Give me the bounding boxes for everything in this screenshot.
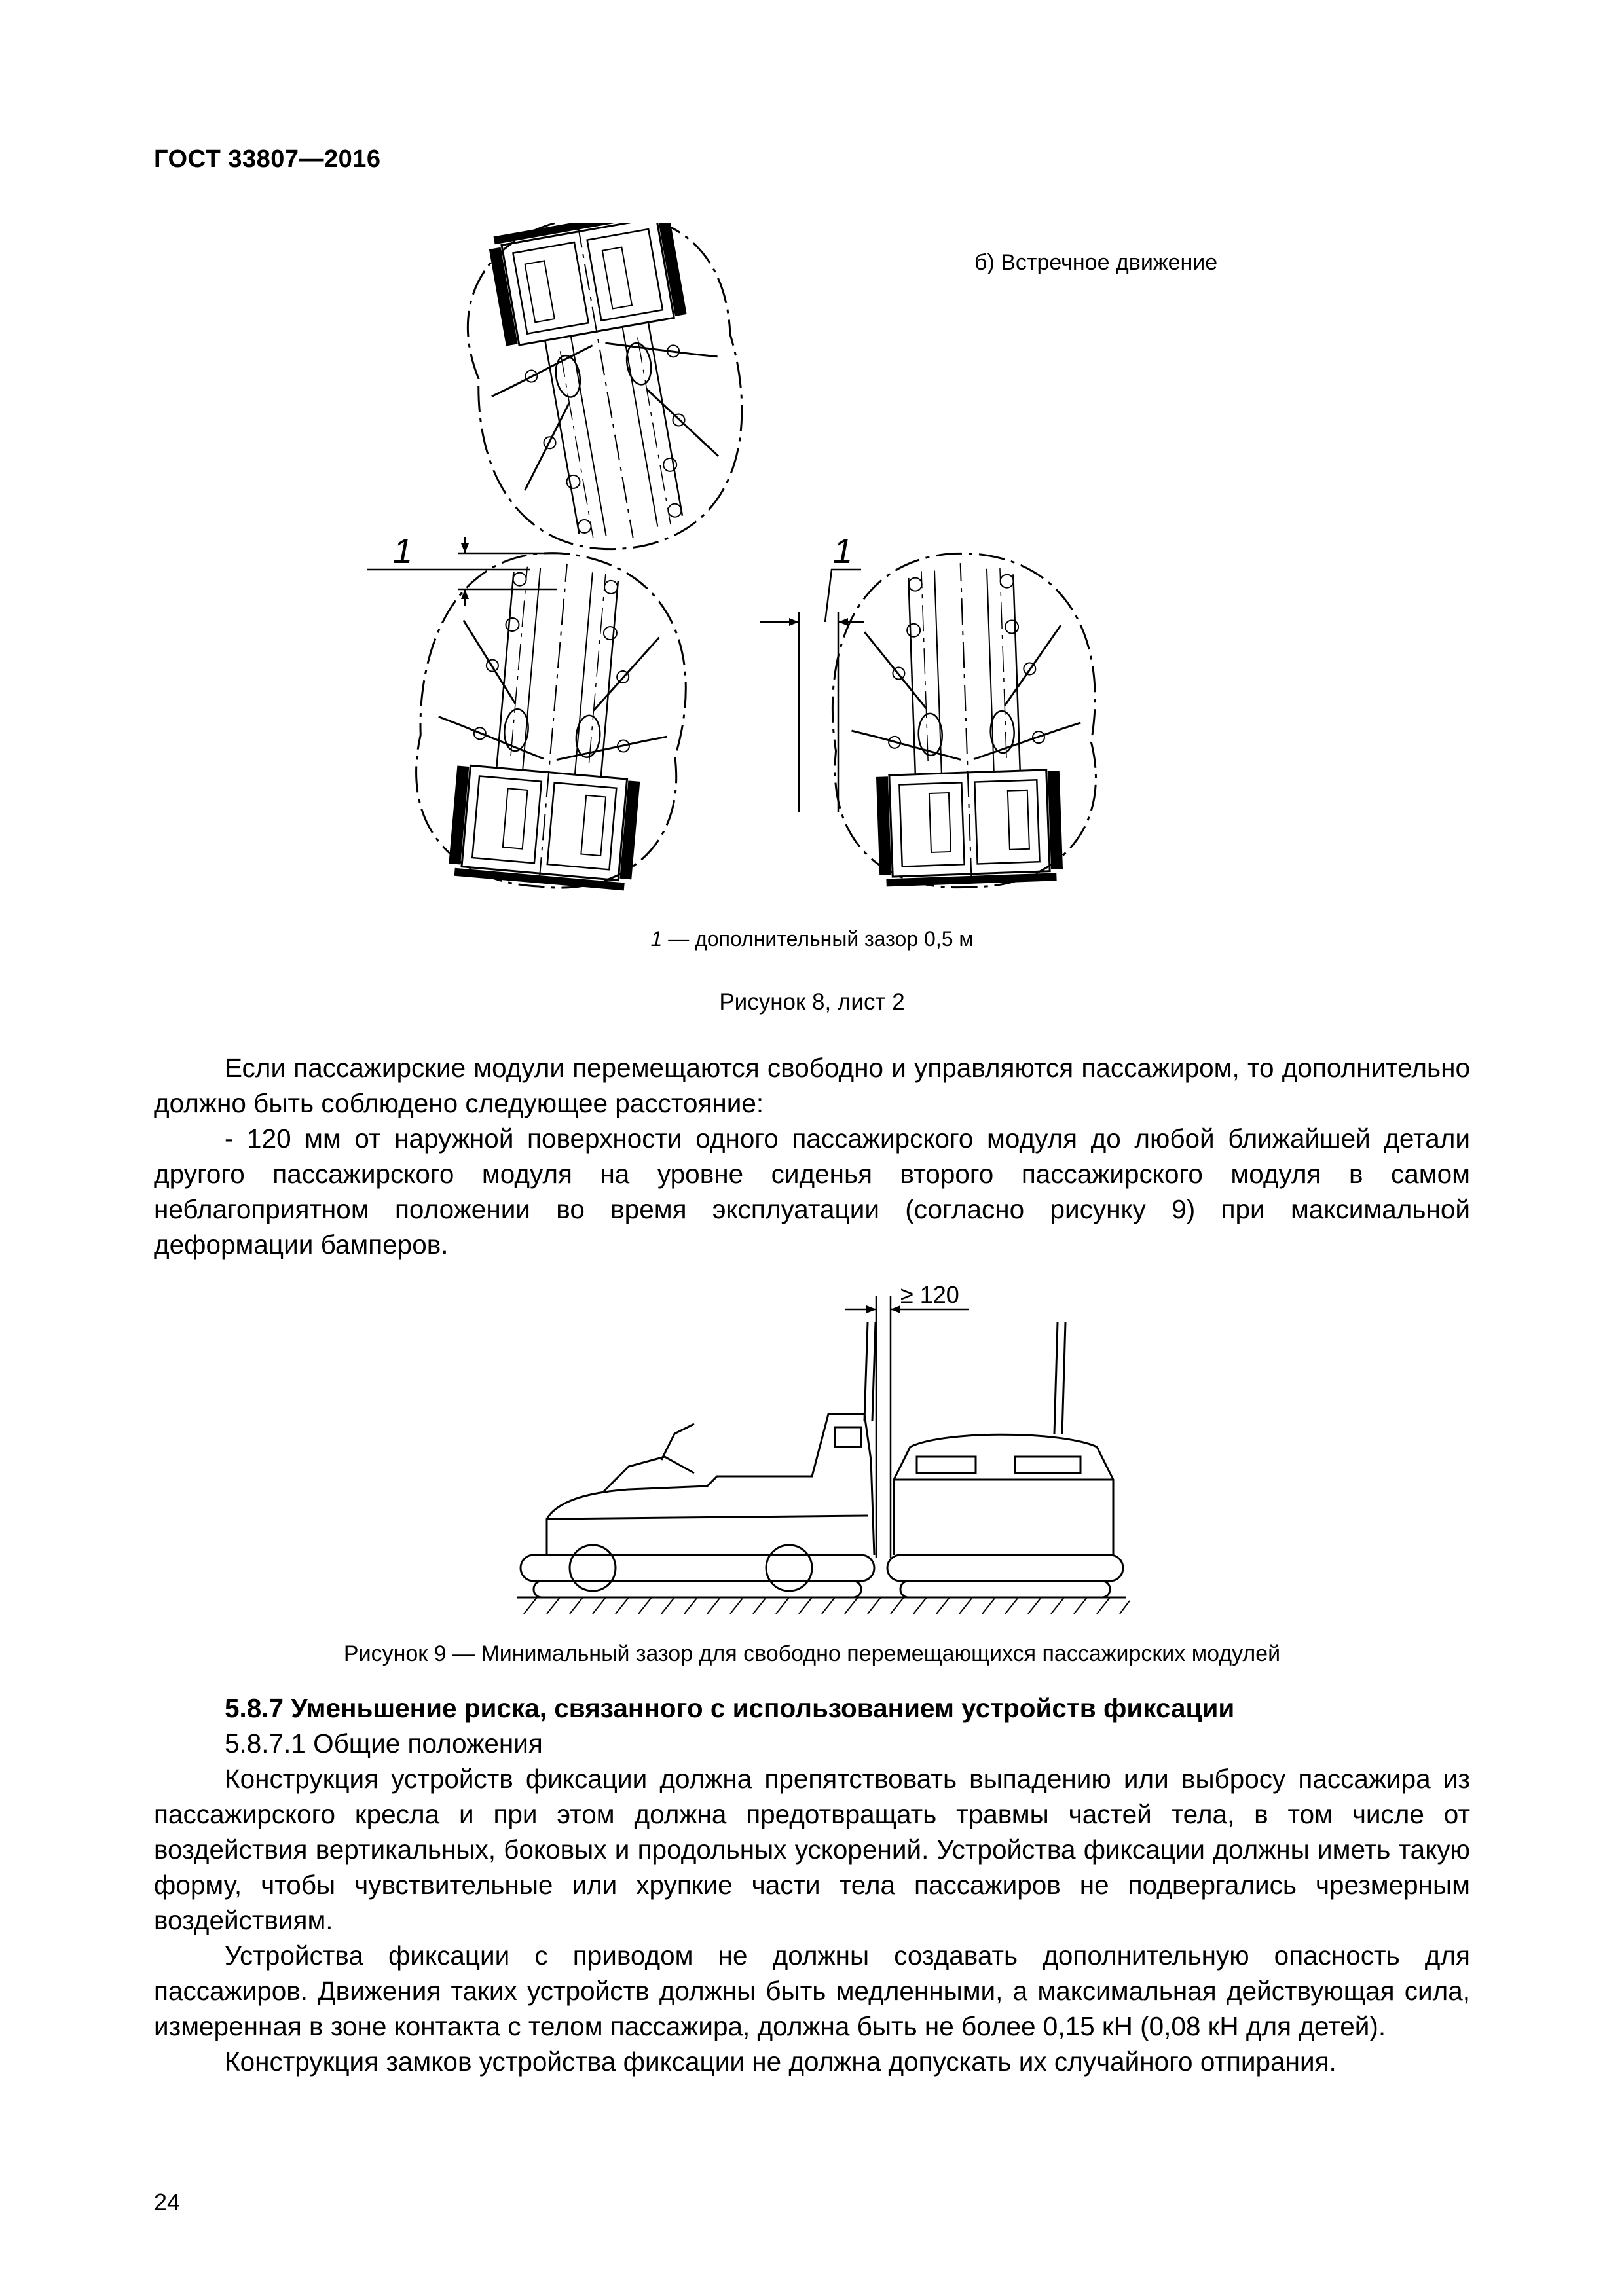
section-5-8-7 [154,1690,1470,2079]
legend-text: — дополнительный зазор 0,5 м [662,927,974,951]
figure-8-drawing [367,223,1270,903]
vehicle-bottom-right [827,549,1101,892]
section-paragraph-3: Конструкция замков устройства фиксации не должна допускать их случайного отпирания. [225,2047,1337,2077]
vehicle-bottom-left [406,542,697,898]
figure-9-drawing [498,1270,1139,1637]
section-paragraph-2: Устройства фиксации с приводом не должны создавать дополнительную опасность для пассажиров. Движения таких устройств должны быть медленными, а максимальная действующая сила, измеренная в зоне контакта с телом пассажира, должна быть не более 0,15 кН (0,08 кН для детей). [154,1941,1470,2041]
paragraph-block-1 [154,1050,1470,1262]
bumper-car-right [887,1322,1123,1597]
figure-8-panel-label: б) Встречное движение [974,250,1218,275]
bumper-car-left [521,1322,876,1597]
paragraph-intro: Если пассажирские модули перемещаются свободно и управляются пассажиром, то дополнительно должно быть соблюдено следующее расстояние: [154,1053,1470,1118]
callout-1-right: 1 [833,532,853,571]
legend-number: 1 [650,927,663,951]
document-code-header: ГОСТ 33807—2016 [154,145,381,173]
figure-9-caption: Рисунок 9 — Минимальный зазор для свободно перемещающихся пассажирских модулей [343,1641,1281,1666]
section-subheading: 5.8.7.1 Общие положения [225,1728,543,1758]
ground-hatch [524,1597,1130,1614]
callout-1-left: 1 [393,532,413,571]
page-number: 24 [154,2189,181,2215]
vehicle-top-left [449,223,766,570]
figure-8-caption: Рисунок 8, лист 2 [719,989,905,1015]
paragraph-bullet: - 120 мм от наружной поверхности одного пассажирского модуля до любой ближайшей детали другого пассажирского модуля на уровне сиденья второго пассажирского модуля в самом неблагоприятном положении во время эксплуатации (согласно рисунку 9) при максимальной деформации бамперов. [154,1123,1470,1260]
section-paragraph-1: Конструкция устройств фиксации должна препятствовать выпадению или выбросу пассажира из пассажирского кресла и при этом должна предотвращать травмы частей тела, в том числе от воздействия вертикальных, боковых и продольных ускорений. Устройства фиксации должны иметь такую форму, чтобы чувствительные или хрупкие части тела пассажиров не подвергались чрезмерным воздействиям. [154,1764,1470,1935]
figure-8-legend [0,927,1624,951]
section-heading: 5.8.7 Уменьшение риска, связанного с использованием устройств фиксации [225,1693,1235,1723]
dimension-label: ≥ 120 [900,1281,959,1308]
